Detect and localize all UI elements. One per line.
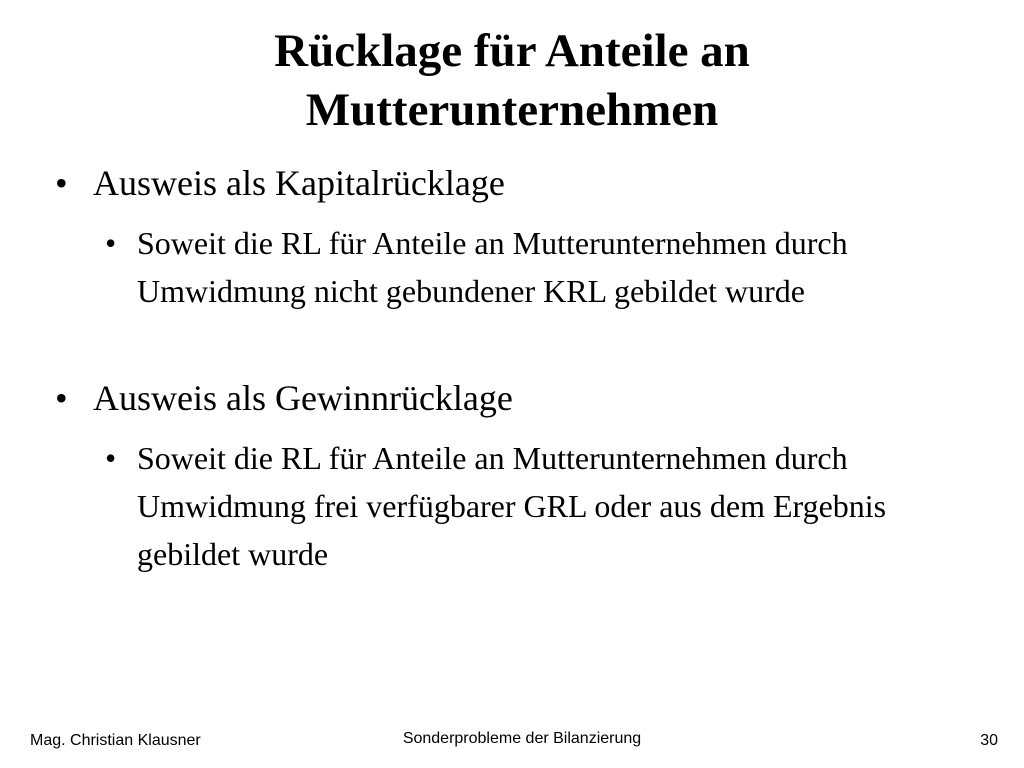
sub-bullet-item [105,434,985,578]
slide-title-line-1: Rücklage für Anteile an [274,25,750,77]
sub-bullet-text: Soweit die RL für Anteile an Mutterunternehmen durch Umwidmung nicht gebundener KRL gebildet wurde [137,225,848,309]
sub-bullet-text: Soweit die RL für Anteile an Mutterunternehmen durch Umwidmung frei verfügbarer GRL oder aus dem Ergebnis gebildet wurde [137,440,887,572]
bullet-text: Ausweis als Gewinnrücklage [93,378,513,418]
bullet-dot-icon: • [55,378,68,418]
bullet-dot-icon: • [55,163,68,203]
bullet-item [55,163,505,203]
slide-title-line-2: Mutterunternehmen [305,84,719,136]
bullet-dot-icon: • [105,225,117,261]
slide-title [60,22,964,140]
footer-author: Mag. Christian Klausner [30,732,201,749]
bullet-dot-icon: • [105,440,117,476]
footer-topic: Sonderprobleme der Bilanzierung [402,730,642,747]
bullet-text: Ausweis als Kapitalrücklage [93,163,505,203]
footer-page-number: 30 [980,732,998,749]
bullet-item [55,378,513,418]
sub-bullet-item [105,219,985,315]
